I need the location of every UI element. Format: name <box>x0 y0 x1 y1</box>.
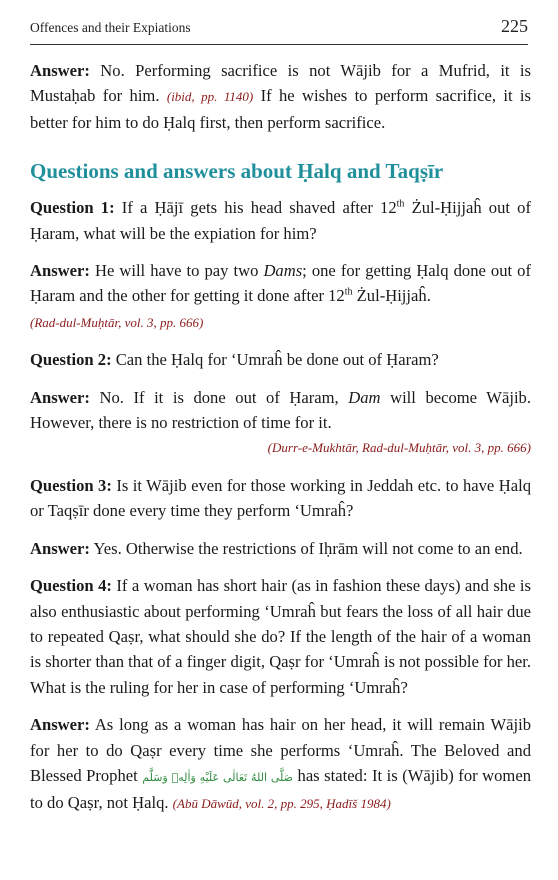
page-header <box>30 12 528 45</box>
answer-text: ; one for getting Ḥalq done out of Ḥaram and the other for getting it done after 12 <box>30 261 531 306</box>
answer-text: If he wishes to perform sacrifice, it is better for him to do Ḥalq first, then perform sacrifice. <box>30 86 531 132</box>
answer-text: Yes. Otherwise the restrictions of Iḥrām will not come to an end. <box>89 538 523 558</box>
answer-text: Żul-Ḥijjaĥ. <box>352 286 431 306</box>
running-title: Offences and their Expiations <box>30 20 191 35</box>
answer-text: will become Wājib. However, there is no restriction of time for it. <box>30 387 531 433</box>
citation: (ibid, pp. 1140) <box>166 89 254 105</box>
page-body <box>30 58 531 829</box>
salutation-calligraphy: صَلَّى اللهُ تَعَالٰی عَلَيْهِ وَاٰلِهٖ وَسَلَّم <box>142 770 294 784</box>
answer-text: has stated: It is (Wājib) for women to do Qaṣr, not Ḥalq. <box>30 765 531 813</box>
emphasis: Dams <box>263 261 303 281</box>
question-text: Can the Ḥalq for ‘Umraĥ be done out of Ḥaram? <box>111 350 439 370</box>
intro-answer <box>30 58 531 135</box>
page-number: 225 <box>501 16 528 36</box>
answer-label: Answer: <box>30 387 90 407</box>
citation: (Rad-dul-Muḥtār, vol. 3, pp. 666) <box>30 314 204 330</box>
answer-3 <box>30 536 531 561</box>
answer-label: Answer: <box>30 715 90 735</box>
answer-2 <box>30 385 531 461</box>
answer-text: He will have to pay two <box>89 261 264 281</box>
answer-label: Answer: <box>30 261 90 281</box>
question-label: Question 1: <box>30 198 115 218</box>
section-heading: Questions and answers about Ḥalq and Taqṣīr <box>30 159 444 184</box>
citation: (Abū Dāwūd, vol. 2, pp. 295, Ḥadīš 1984) <box>172 796 391 812</box>
question-2 <box>30 347 531 372</box>
answer-text: No. Performing sacrifice is not Wājib for a Mufrid, it is Mustaḥab for him. <box>30 61 531 106</box>
question-text: If a woman has short hair (as in fashion these days) and she is also enthusiastic about performing ‘Umraĥ but fears the loss of all hair due to repeated Qaṣr, what should she do? If the length of the hair of a woman is shorter than that of a finger digit, Qaṣr for ‘Umraĥ is not possible for her. What is the ruling for her in case of performing ‘Umraĥ? <box>30 576 531 697</box>
citation: (Durr-e-Mukhtār, Rad-dul-Muḥtār, vol. 3, pp. 666) <box>267 440 531 456</box>
emphasis: Dam <box>348 387 381 407</box>
question-text: If a Ḥājī gets his head shaved after 12 <box>114 198 397 218</box>
question-text: Is it Wājib even for those working in Jeddah etc. to have Ḥalq or Taqṣīr done every time they perform ‘Umraĥ? <box>30 475 531 521</box>
question-label: Question 2: <box>30 350 112 370</box>
answer-4 <box>30 712 531 817</box>
answer-1 <box>30 258 531 335</box>
answer-text: No. If it is done out of Ḥaram, <box>89 387 349 407</box>
question-label: Question 3: <box>30 475 112 495</box>
ordinal-suffix: th <box>396 198 405 210</box>
question-1 <box>30 195 531 246</box>
question-4 <box>30 573 531 700</box>
question-label: Question 4: <box>30 576 112 596</box>
answer-label: Answer: <box>30 538 90 558</box>
ordinal-suffix: th <box>344 286 353 298</box>
answer-text: As long as a woman has hair on her head, it will remain Wājib for her to do Qaṣr every time she performs ‘Umraĥ. The Beloved and Blessed Prophet <box>30 715 531 785</box>
question-3 <box>30 473 531 524</box>
question-text: Żul-Ḥijjaĥ out of Ḥaram, what will be the expiation for him? <box>30 198 531 243</box>
answer-label: Answer: <box>30 61 90 80</box>
